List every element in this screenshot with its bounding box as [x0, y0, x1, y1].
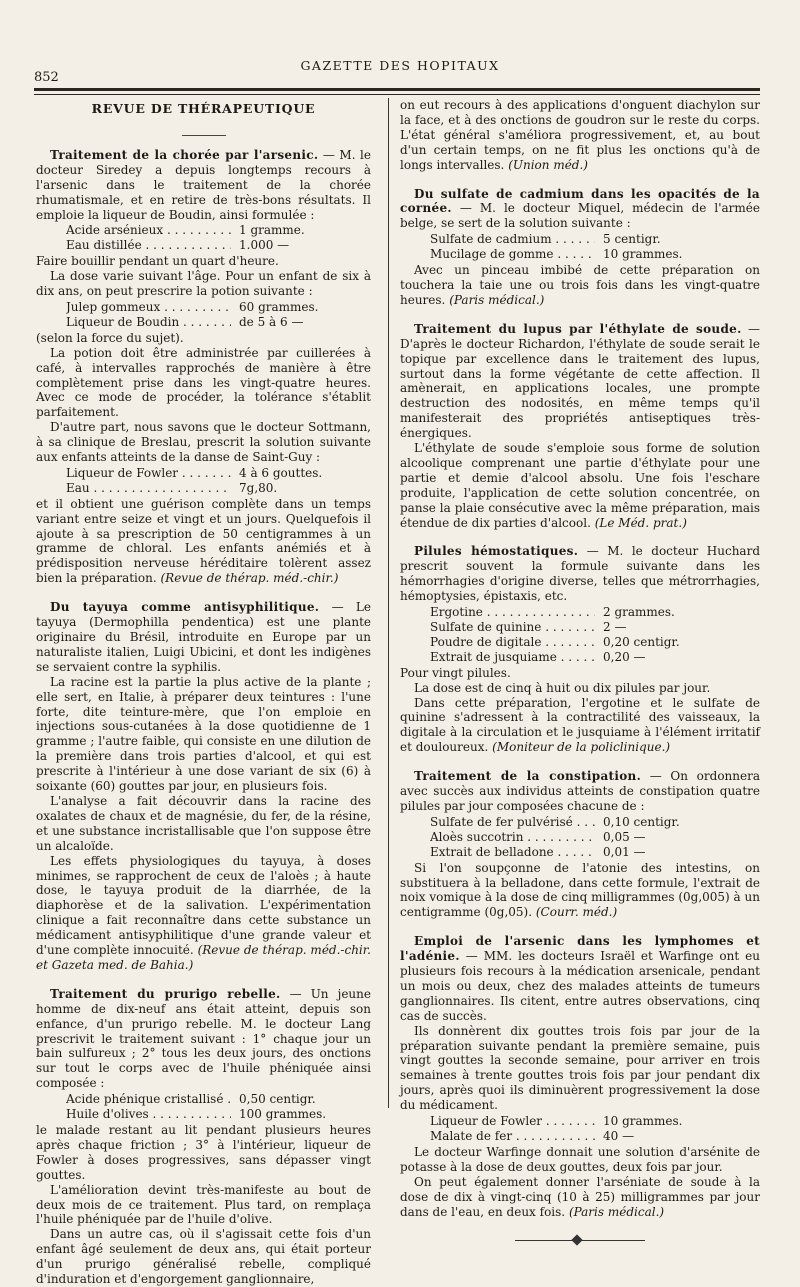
article-text: le malade restant au lit pendant plusieurs heures après chaque friction ; 3° à l'intérieur, liqueur de Fowler à doses progressives, sans dépasser vingt gouttes. [36, 1123, 371, 1182]
article-text: On peut également donner l'arséniate de soude à la dose de dix à vingt-cinq (10 à 25) milligrammes par jour dans de l'eau, en deux fois. [400, 1174, 760, 1219]
article-text: — D'après le docteur Richardon, l'éthylate de soude serait le topique par excellence dans le traitement des lupus, surtout dans la forme végétante de cette affection. Il amènerait, en applications locales, une prompte destruction des nodosités, en même temps qu'il manifesterait des propriétés antiseptiques très-énergiques. [400, 321, 760, 441]
article-text: — MM. les docteurs Israël et Warfinge ont eu plusieurs fois recours à la médication arsenicale, pendant un mois ou deux, chez des malades atteints de tumeurs ganglionnaires. Ils citent, entre autres observations, cinq cas de succès. [400, 949, 760, 1023]
article-text: et il obtient une guérison complète dans un temps variant entre seize et vingt et un jours. Quelquefois il ajoute à sa prescription de 50 centigrammes à un gramme de chloral. Les enfants anémiés et à prédisposition nerveuse héréditaire tolèrent assez bien la préparation. [36, 496, 371, 586]
recipe-ingredient: Sulfate de cadmium . . . [430, 232, 595, 247]
recipe-ingredient: Eau . . . [66, 481, 231, 496]
page-number: 852 [34, 70, 59, 85]
recipe [66, 300, 371, 330]
article-heading: Traitement de la constipation. [414, 769, 642, 784]
article-heading: Traitement du prurigo rebelle. [50, 986, 281, 1001]
recipe [430, 815, 760, 860]
recipe-dose: 7g,80. [239, 480, 278, 495]
recipe-dose: 2 grammes. [603, 605, 675, 620]
recipe-dose: 0,50 centigr. [239, 1092, 316, 1107]
recipe-dose: 1 gramme. [239, 223, 305, 238]
source-citation: (Le Méd. prat.) [594, 515, 687, 530]
recipe-dose: 60 grammes. [239, 299, 319, 314]
article-text: La potion doit être administrée par cuillerées à café, à intervalles rapprochés de manière à être complètement prise dans les vingt-quatre heures. Avec ce mode de procéder, la tolérance s'établit parfaitement. [36, 345, 371, 420]
article-text: (selon la force du sujet). [36, 330, 184, 345]
end-ornament [515, 1235, 645, 1245]
source-citation: (Paris médical.) [449, 292, 545, 307]
running-title: GAZETTE DES HOPITAUX [300, 58, 500, 73]
article-heading: Du tayuya comme antisyphilitique. [50, 600, 320, 615]
recipe [430, 1114, 760, 1144]
article-text: Le docteur Warfinge donnait une solution d'arsénite de potasse à la dose de deux gouttes, deux fois par jour. [400, 1144, 760, 1174]
recipe-dose: 0,05 — [603, 829, 646, 844]
recipe-dose: 40 — [603, 1129, 635, 1143]
recipe-ingredient: Julep gommeux . . . [66, 300, 231, 315]
recipe-ingredient: Huile d'olives . . . [66, 1107, 231, 1122]
article-tayuya [36, 600, 371, 973]
recipe-ingredient: Malate de fer . . . [430, 1129, 595, 1144]
article-text: — Le tayuya (Dermophilla pendentica) est une plante originaire du Brésil, introduite en Europe par un naturaliste italien, Luigi Ubicini, et dont les indigènes se servaient contre la syphilis. [36, 600, 371, 674]
recipe-ingredient: Liqueur de Boudin . . . [66, 315, 231, 330]
recipe-dose: 2 — [603, 620, 627, 634]
recipe-ingredient: Liqueur de Fowler . . . [66, 466, 231, 481]
recipe-ingredient: Extrait de belladone . . . [430, 845, 595, 860]
recipe-ingredient: Acide phénique cristallisé . . . [66, 1092, 231, 1107]
article-cadmium [400, 187, 760, 308]
section-title: REVUE DE THÉRAPEUTIQUE [91, 101, 316, 116]
recipe [66, 1092, 371, 1122]
article-lupus [400, 322, 760, 531]
article-text: L'amélioration devint très-manifeste au bout de deux mois de ce traitement. Plus tard, on remplaça l'huile phéniquée par de l'huile d'olive. [36, 1182, 371, 1227]
article-text: Avec un pinceau imbibé de cette préparation on touchera la taie une ou trois fois dans les vingt-quatre heures. [400, 263, 760, 307]
recipe-dose: 0,01 — [603, 844, 646, 859]
article-text: Dans cette préparation, l'ergotine et le sulfate de quinine s'adressent à la contractilité des vaisseaux, la digitale à la circulation et le jusquiame à l'élément irritatif et douloureux. [400, 695, 760, 755]
recipe-dose: de 5 à 6 — [239, 314, 304, 329]
recipe-dose: 1.000 — [239, 238, 290, 253]
recipe-ingredient: Poudre de digitale . . . [430, 635, 595, 650]
left-column [36, 98, 371, 1287]
article-text: — On ordonnera avec succès aux individus atteints de constipation quatre pilules par jour composées chacune de : [400, 769, 760, 813]
header-rule [34, 88, 760, 91]
article-text: L'analyse a fait découvrir dans la racine des oxalates de chaux et de magnésie, du fer, de la résine, et une substance incristallisable que l'on suppose être un alcaloïde. [36, 793, 371, 853]
article-heading: Traitement de la chorée par l'arsenic. [50, 147, 319, 162]
recipe-ingredient: Sulfate de quinine . . . [430, 620, 595, 635]
recipe [430, 232, 760, 262]
recipe-dose: 4 à 6 gouttes. [239, 465, 323, 480]
article-text: D'autre part, nous savons que le docteur Sottmann, à sa clinique de Breslau, prescrit la solution suivante aux enfants atteints de la danse de Saint-Guy : [36, 420, 371, 465]
article-lymphomes [400, 934, 760, 1219]
article-text: — M. le docteur Huchard prescrit souvent la formule suivante dans les hémorrhagies d'origine diverse, telles que métrorrhagies, hémoptysies, épistaxis, etc. [400, 544, 760, 604]
recipe-ingredient: Sulfate de fer pulvérisé . . . [430, 815, 595, 830]
title-rule [182, 135, 226, 136]
article-heading: Emploi de l'arsenic dans les lymphomes et l'adénie. [400, 934, 760, 964]
recipe-dose: 5 centigr. [603, 232, 661, 247]
article-text: — M. le docteur Miquel, médecin de l'armée belge, se sert de la solution suivante : [400, 201, 760, 231]
article-heading: Du sulfate de cadmium dans les opacités de la cornée. [400, 186, 760, 216]
recipe-dose: 0,20 centigr. [603, 634, 680, 649]
recipe-ingredient: Acide arsénieux . . . [66, 223, 231, 238]
article-text: — M. le docteur Siredey a depuis longtemps recours à l'arsenic dans le traitement de la chorée rhumatismale, et en retire de très-bons résultats. Il emploie la liqueur de Boudin, ainsi formulée : [36, 147, 371, 222]
recipe-ingredient: Extrait de jusquiame . . . [430, 650, 595, 665]
article-heading: Traitement du lupus par l'éthylate de soude. [414, 321, 742, 336]
recipe-ingredient: Liqueur de Fowler . . . [430, 1114, 595, 1129]
recipe-ingredient: Aloès succotrin . . . [430, 830, 595, 845]
recipe [66, 466, 371, 496]
right-column [400, 98, 760, 1245]
recipe-ingredient: Ergotine . . . [430, 605, 595, 620]
recipe-dose: 0,20 — [603, 649, 646, 664]
recipe-ingredient: Mucilage de gomme . . . [430, 247, 595, 262]
article-text: — Un jeune homme de dix-neuf ans était atteint, depuis son enfance, d'un prurigo rebelle. M. le docteur Lang prescrivit le traitement suivant : 1° chaque jour un bain sulfureux ; 2° tous les deux jours, des onctions sur tout le corps avec de l'huile phéniquée ainsi composée : [36, 986, 371, 1091]
column-divider [388, 98, 389, 1108]
article-text: Dans un autre cas, où il s'agissait cette fois d'un enfant âgé seulement de deux ans, qui était porteur d'un prurigo généralisé rebelle, compliqué d'induration et d'engorgement ganglionnaire, [36, 1227, 371, 1287]
source-citation: (Moniteur de la policlinique.) [492, 740, 671, 755]
recipe-dose: 10 grammes. [603, 1114, 683, 1129]
article-text: L'éthylate de soude s'emploie sous forme de solution alcoolique comprenant une partie d'éthylate pour une partie et demie d'alcool absolu. Une fois l'eschare produite, l'application de cette solution concentrée, on panse la plaie consécutive avec la même préparation, mais étendue de dix parties d'alcool. [400, 441, 760, 530]
recipe-ingredient: Eau distillée . . . [66, 238, 231, 253]
article-text: La dose varie suivant l'âge. Pour un enfant de six à dix ans, on peut prescrire la potion suivante : [36, 269, 371, 299]
recipe [66, 223, 371, 253]
recipe-dose: 100 grammes. [239, 1107, 327, 1122]
article-text: La dose est de cinq à huit ou dix pilules par jour. [414, 680, 711, 695]
article-text: Si l'on soupçonne de l'atonie des intestins, on substituera à la belladone, dans cette formule, l'extrait de noix vomique à la dose de cinq milligrammes (0g,005) à un centigramme (0g,05). [400, 860, 760, 920]
article-chorea [36, 148, 371, 586]
recipe-dose: 0,10 centigr. [603, 814, 680, 829]
article-text: Pour vingt pilules. [400, 665, 511, 680]
header-rule-thin [34, 94, 760, 95]
source-citation: (Union méd.) [508, 157, 588, 172]
article-pills [400, 544, 760, 755]
article-text: Faire bouillir pendant un quart d'heure. [36, 254, 279, 269]
article-prurigo [36, 987, 371, 1287]
recipe-dose: 10 grammes. [603, 247, 683, 262]
article-text: Ils donnèrent dix gouttes trois fois par jour de la préparation suivante pendant la première semaine, puis vingt gouttes la seconde semaine, pour arriver en trois semaines à trente gouttes trois fois par jour pendant dix jours, après quoi ils diminuèrent progressivement la dose du médicament. [400, 1023, 760, 1113]
article-text: on eut recours à des applications d'onguent diachylon sur la face, et à des onctions de goudron sur le reste du corps. L'état général s'améliora progressivement, et, au bout d'un certain temps, on ne fit plus les onctions qu'à de longs intervalles. [400, 98, 760, 172]
source-citation: (Courr. méd.) [535, 905, 618, 920]
source-citation: (Paris médical.) [568, 1204, 665, 1219]
article-heading: Pilules hémostatiques. [414, 544, 579, 559]
recipe [430, 605, 760, 665]
article-constipation [400, 769, 760, 920]
article-text: Les effets physiologiques du tayuya, à doses minimes, se rapprochent de ceux de l'aloès ; à haute dose, le tayuya produit de la diarrhée, de la diaphorèse et de la salivation. L'expérimentation clinique a fait reconnaître dans cette substance un médicament antisyphilitique d'une grande valeur et d'une complète innocuité. [36, 853, 371, 958]
source-citation: (Revue de thérap. méd.-chir.) [160, 571, 339, 586]
source-citation: (Revue de thérap. méd.-chir. et Gazeta med. de Bahia.) [36, 943, 371, 972]
article-text: La racine est la partie la plus active de la plante ; elle sert, en Italie, à préparer deux teintures : l'une forte, dite teinture-mère, que l'on emploie en injections sous-cutanées à la dose quotidienne de 1 gramme ; l'autre faible, qui consiste en une dilution de la première dans trois parties d'alcool, et qui est prescrite à l'intérieur à une dose variant de six (6) à soixante (60) gouttes par jour, en plusieurs fois. [36, 674, 371, 794]
